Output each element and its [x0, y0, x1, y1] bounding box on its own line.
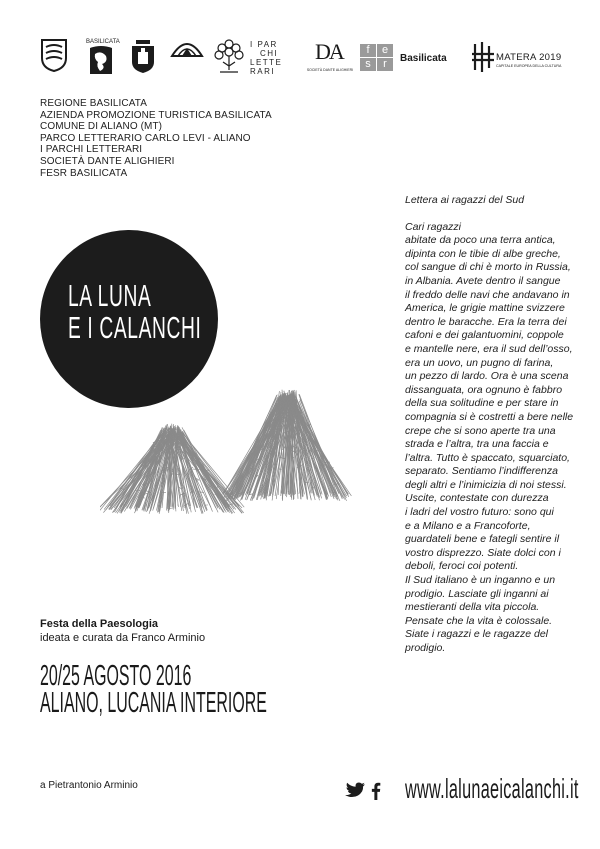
fesr-tiles [360, 44, 394, 72]
letter-line: Pensate che la vita è colossale. [405, 614, 553, 627]
festival-name: Festa della Paesologia [40, 618, 158, 630]
organization: SOCIETÀ DANTE ALIGHIERI [40, 155, 175, 167]
letter-line: degli altri e l’inimicizia di noi stessi. [405, 478, 567, 491]
festival-credit: ideata e curata da Franco Arminio [40, 632, 206, 644]
letter-line: col sangue di chi è morto in Russia, [405, 261, 571, 274]
fesr-tile: f [360, 44, 376, 57]
letter-line: il freddo delle navi che andavano in [405, 288, 570, 301]
organization: COMUNE DI ALIANO (MT) [40, 121, 163, 133]
sponsor-logo-strip [40, 38, 565, 78]
festival-title [68, 280, 201, 344]
dante-mark: DA [315, 39, 343, 64]
basilicata-lion-icon [86, 38, 120, 78]
letter-line: prodigio. [405, 642, 446, 654]
letter-line: strada e l’altra, tra una faccia e [405, 438, 549, 451]
dedication: a Pietrantonio Arminio [40, 780, 138, 791]
event-place: ALIANO, LUCANIA INTERIORE [40, 687, 267, 719]
matera-label: MATERA 2019 [496, 52, 562, 63]
letter-line: dissanguata, ora ognuno è fabbro [405, 383, 563, 396]
organization: FESR BASILICATA [40, 167, 128, 179]
dante-caption: SOCIETÀ DANTE ALIGHIERI [306, 68, 354, 72]
title-line-1: LA LUNA [68, 278, 152, 313]
basilicata-logo-label: BASILICATA [86, 39, 120, 45]
letter-line: e a Milano e a Francoforte, [405, 519, 531, 532]
letter-title: Lettera ai ragazzi del Sud [405, 194, 525, 206]
organization: AZIENDA PROMOZIONE TURISTICA BASILICATA [40, 109, 272, 121]
organization: I PARCHI LETTERARI [40, 144, 143, 156]
event-details [40, 660, 267, 719]
letter-line: abitate da poco una terra antica, [405, 234, 556, 247]
letter-line: i ladri del vostro futuro: sono qui [405, 506, 554, 519]
organization: PARCO LETTERARIO CARLO LEVI - ALIANO [40, 132, 251, 144]
fesr-tile: r [377, 58, 393, 71]
parchi-line: RARI [250, 67, 276, 76]
title-line-2: E I CALANCHI [68, 310, 202, 345]
letter-line: compagnia si è costretti a bere nelle [405, 410, 574, 423]
parchi-line: I PAR [250, 40, 278, 49]
parchi-line: LETTE [250, 58, 283, 67]
letter-line: cafoni e dei galantuomini, coppole [405, 329, 564, 342]
regione-crest-icon [40, 38, 68, 78]
letter-line: Cari ragazzi [405, 220, 462, 233]
letter-line: della sua solitudine e per stare in [405, 397, 559, 410]
haystacks-illustration [100, 385, 355, 520]
letter-line: guardateli bene e fategli sentire il [405, 533, 560, 546]
letter-line: dentro le baracche. Era la terra dei [405, 315, 567, 328]
dante-logo [305, 38, 353, 78]
matera-logo [470, 38, 570, 78]
aliano-crest-icon [130, 38, 156, 78]
fesr-tile: e [377, 44, 393, 57]
matera-caption: CAPITALE EUROPEA DELLA CULTURA [496, 64, 562, 68]
letter-line: prodigio. Lasciate gli inganni ai [405, 587, 549, 600]
letter-line: dipinta con le tibie di albe greche, [405, 247, 561, 260]
letter-line: crepe che si sono aperte tra una [405, 424, 556, 437]
letter-line: Siate i ragazzi e le ragazze del [405, 628, 548, 641]
moon-circle [40, 230, 218, 408]
letter-line: vostro disprezzo. Siate dolci con i [405, 546, 561, 559]
organization: REGIONE BASILICATA [40, 98, 148, 109]
letter-line: l’altra. Tutto è spaccato, squarciato, [405, 451, 570, 464]
letter [405, 194, 585, 656]
letter-line: deboli, feroci coi potenti. [405, 560, 519, 573]
letter-line: un pezzo di lardo. Ora è una scena [405, 370, 569, 383]
fesr-label: Basilicata [400, 53, 447, 64]
letter-line: in Albania. Avete dentro il sangue [405, 274, 561, 287]
letter-line: e mantelle nere, era il sud dell’osso, [405, 342, 573, 355]
parco-levi-icon [170, 38, 204, 78]
organizations-list [40, 98, 272, 179]
letter-line: America, le grigie mattine svizzere [405, 302, 565, 315]
letter-body [405, 221, 585, 656]
facebook-icon[interactable] [371, 782, 381, 800]
parchi-logo-text [250, 40, 282, 76]
website-link[interactable]: www.lalunaeicalanchi.it [405, 773, 579, 804]
festival-info [40, 617, 205, 645]
letter-line: era un uovo, un pugno di farina, [405, 356, 554, 369]
fesr-tile: s [360, 58, 376, 71]
letter-line: Uscite, contestate con durezza [405, 492, 549, 505]
fesr-logo [360, 38, 450, 78]
letter-line: mestieranti della vita piccola. [405, 601, 540, 614]
parchi-line: CHI [260, 49, 279, 58]
letter-line: Il Sud italiano è un inganno e un [405, 574, 556, 587]
event-dates: 20/25 AGOSTO 2016 [40, 660, 192, 692]
parchi-tree-icon [212, 38, 246, 78]
matera-mark-icon [470, 40, 496, 74]
twitter-bird-icon[interactable] [344, 782, 366, 800]
letter-line: separato. Sentiamo l’indifferenza [405, 465, 558, 478]
